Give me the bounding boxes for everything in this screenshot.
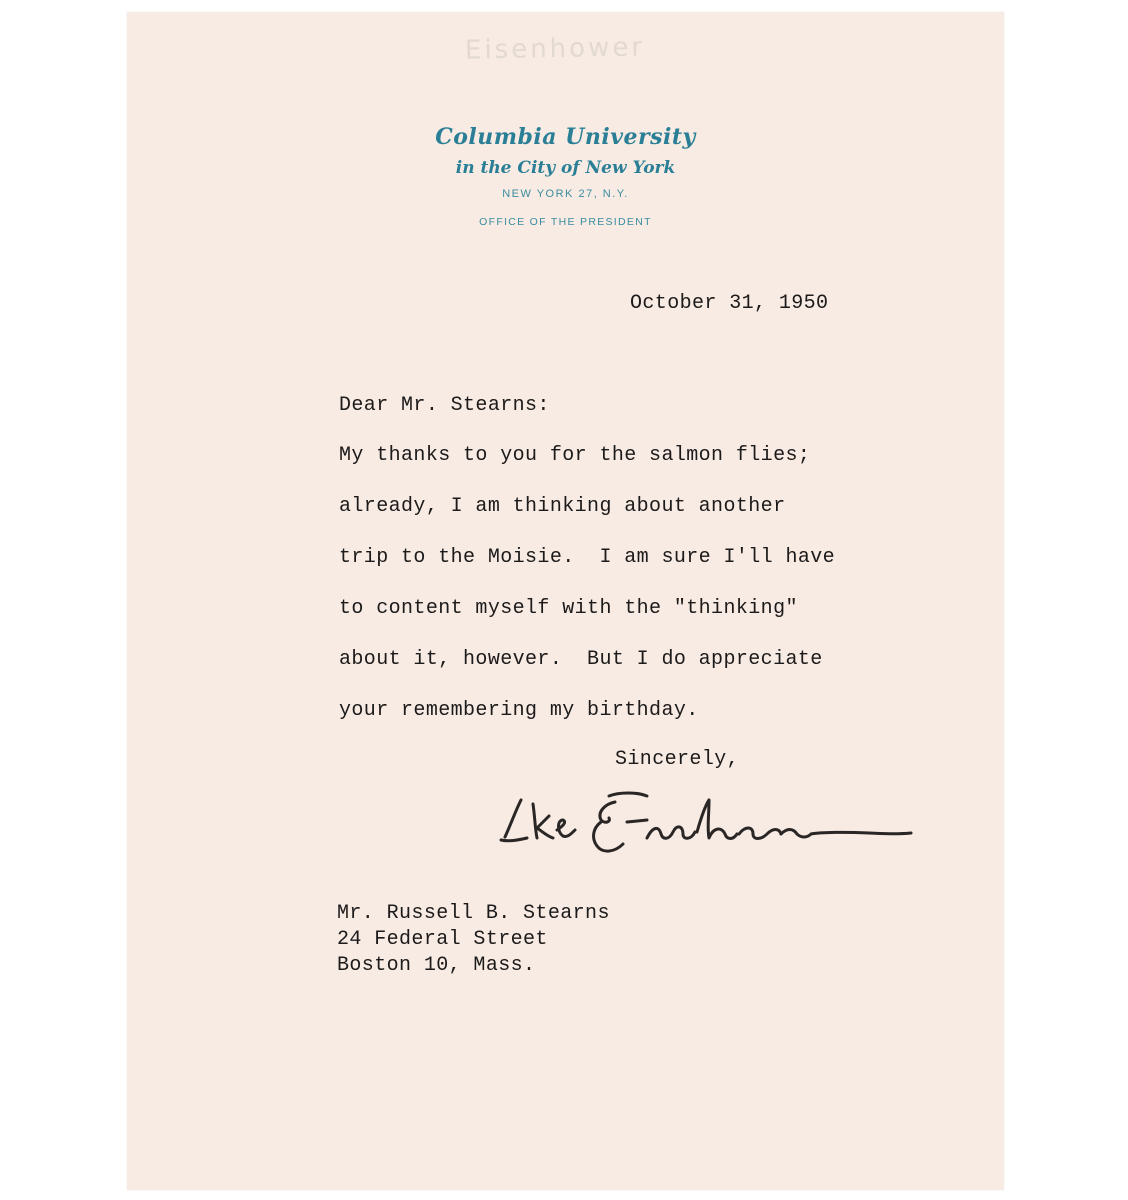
letterhead-city: in the City of New York bbox=[455, 158, 676, 178]
body-line: My thanks to you for the salmon flies; bbox=[339, 444, 811, 467]
letterhead-address: NEW YORK 27, N.Y. bbox=[502, 188, 629, 200]
body-line: your remembering my birthday. bbox=[339, 699, 699, 722]
recipient-name: Mr. Russell B. Stearns bbox=[337, 902, 610, 925]
pencil-annotation: Eisenhower bbox=[464, 32, 646, 66]
recipient-city: Boston 10, Mass. bbox=[337, 954, 536, 977]
handwritten-signature bbox=[497, 782, 917, 872]
letter-date: October 31, 1950 bbox=[630, 292, 829, 315]
letterhead-university-name: Columbia University bbox=[435, 124, 696, 150]
recipient-street: 24 Federal Street bbox=[337, 928, 548, 951]
body-line: already, I am thinking about another bbox=[339, 495, 786, 518]
letterhead-office: OFFICE OF THE PRESIDENT bbox=[479, 216, 652, 228]
body-line: trip to the Moisie. I am sure I'll have bbox=[339, 546, 836, 569]
letter-sheet bbox=[127, 12, 1004, 1190]
body-line: to content myself with the "thinking" bbox=[339, 597, 798, 620]
closing: Sincerely, bbox=[615, 748, 740, 771]
body-line: about it, however. But I do appreciate bbox=[339, 648, 823, 671]
salutation: Dear Mr. Stearns: bbox=[339, 394, 550, 417]
